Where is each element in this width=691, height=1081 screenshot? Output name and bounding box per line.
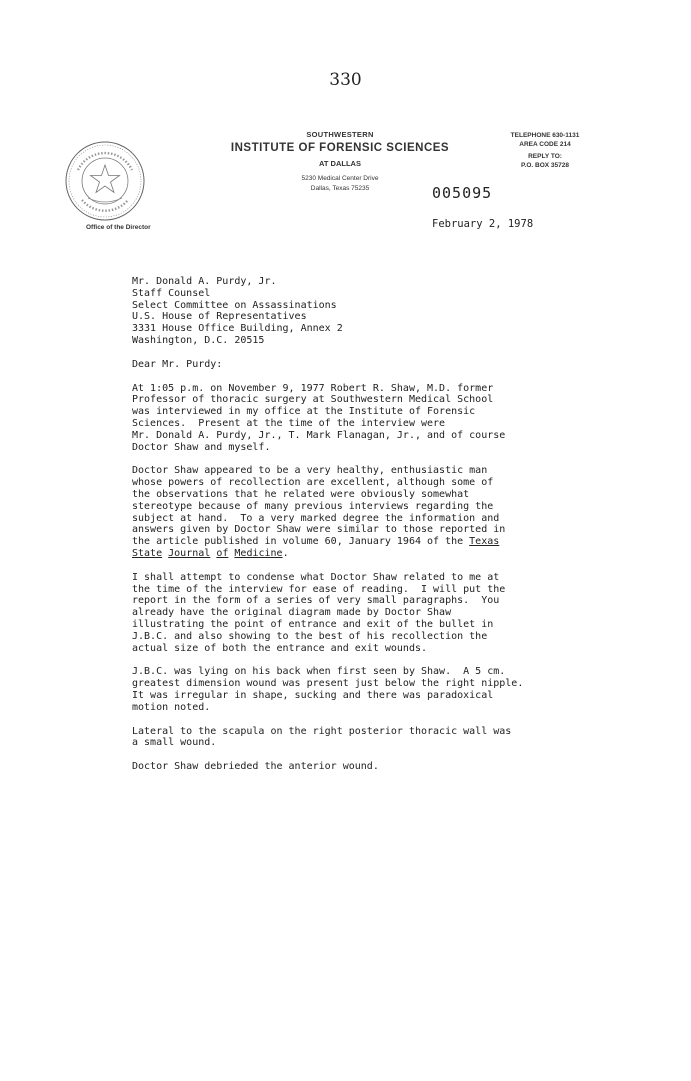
- text-line: [132, 536, 592, 548]
- text-line: [132, 548, 592, 560]
- page-number: 330: [329, 70, 362, 90]
- text-line: J.B.C. was lying on his back when first seen by Shaw. A 5 cm.: [132, 666, 506, 678]
- recipient-line: U.S. House of Representatives: [132, 311, 307, 323]
- area-code: AREA CODE 214: [519, 141, 571, 148]
- county-seal-logo: [64, 140, 146, 222]
- text-segment: .: [282, 547, 289, 559]
- recipient-address: [132, 276, 592, 347]
- paragraph-recollection: [132, 465, 592, 559]
- text-line: At 1:05 p.m. on November 9, 1977 Robert R. Shaw, M.D. former: [132, 382, 494, 394]
- journal-name-part: State: [132, 547, 163, 559]
- text-line: already have the original diagram made by Doctor Shaw: [132, 607, 452, 619]
- recipient-line: Washington, D.C. 20515: [132, 334, 265, 346]
- text-line: a small wound.: [132, 737, 217, 749]
- recipient-line: Mr. Donald A. Purdy, Jr.: [132, 276, 277, 287]
- text-line: Lateral to the scapula on the right posterior thoracic wall was: [132, 725, 512, 737]
- text-line: illustrating the point of entrance and exit of the bullet in: [132, 618, 494, 630]
- letterhead-line3: AT DALLAS: [319, 159, 361, 168]
- letter-body: [132, 276, 592, 773]
- paragraph-condense: [132, 572, 592, 655]
- text-segment: the article published in volume 60, January 1964 of the: [132, 536, 470, 548]
- text-line: Professor of thoracic surgery at Southwestern Medical School: [132, 394, 494, 406]
- letterhead-line1: SOUTHWESTERN: [306, 130, 374, 139]
- text-line: answers given by Doctor Shaw were similar to those reported in: [132, 524, 506, 536]
- salutation: Dear Mr. Purdy:: [132, 358, 223, 370]
- text-line: Doctor Shaw appeared to be a very healthy, enthusiastic man: [132, 465, 488, 477]
- paragraph-interview: [132, 383, 592, 454]
- text-line: greatest dimension wound was present just below the right nipple.: [132, 678, 524, 690]
- journal-name-part: of: [216, 547, 229, 559]
- text-line: the observations that he related were obviously somewhat: [132, 488, 470, 500]
- text-line: Doctor Shaw debrieded the anterior wound.: [132, 761, 379, 773]
- journal-name-part: Texas: [469, 536, 500, 548]
- paragraph-scapula: [132, 726, 592, 750]
- recipient-line: Staff Counsel: [132, 287, 211, 299]
- text-line: It was irregular in shape, sucking and there was paradoxical: [132, 689, 494, 701]
- office-of-director: Office of the Director: [86, 224, 151, 231]
- telephone: TELEPHONE 630-1131: [510, 132, 580, 139]
- text-line: report in the form of a series of very small paragraphs. You: [132, 595, 500, 607]
- document-number: 005095: [432, 184, 493, 202]
- text-line: J.B.C. and also showing to the best of his recollection the: [132, 630, 488, 642]
- organization-name: INSTITUTE OF FORENSIC SCIENCES: [230, 142, 450, 154]
- text-line: I shall attempt to condense what Doctor Shaw related to me at: [132, 571, 500, 583]
- text-line: was interviewed in my office at the Institute of Forensic: [132, 406, 476, 418]
- text-line: motion noted.: [132, 701, 211, 713]
- address-line1: 5230 Medical Center Drive: [301, 175, 379, 182]
- text-line: Sciences. Present at the time of the interview were: [132, 417, 446, 429]
- letterhead-contact: [490, 131, 600, 170]
- text-line: Doctor Shaw and myself.: [132, 441, 271, 453]
- paragraph-debrided: [132, 761, 592, 773]
- letter-date: February 2, 1978: [432, 218, 534, 230]
- text-line: stereotype because of many previous interviews regarding the: [132, 500, 494, 512]
- recipient-line: Select Committee on Assassinations: [132, 299, 337, 311]
- text-line: the time of the interview for ease of reading. I will put the: [132, 583, 506, 595]
- po-box: P.O. BOX 35728: [521, 162, 569, 169]
- recipient-line: 3331 House Office Building, Annex 2: [132, 323, 343, 335]
- reply-to-label: REPLY TO:: [528, 153, 562, 160]
- text-line: Mr. Donald A. Purdy, Jr., T. Mark Flanagan, Jr., and of course: [132, 429, 506, 441]
- journal-name-part: Journal: [168, 547, 211, 559]
- text-line: actual size of both the entrance and exit wounds.: [132, 642, 428, 654]
- paragraph-wound: [132, 666, 592, 713]
- text-line: whose powers of recollection are excellent, although some of: [132, 477, 494, 489]
- address-line2: Dallas, Texas 75235: [310, 185, 370, 192]
- text-line: subject at hand. To a very marked degree the information and: [132, 512, 500, 524]
- journal-name-part: Medicine: [234, 547, 283, 559]
